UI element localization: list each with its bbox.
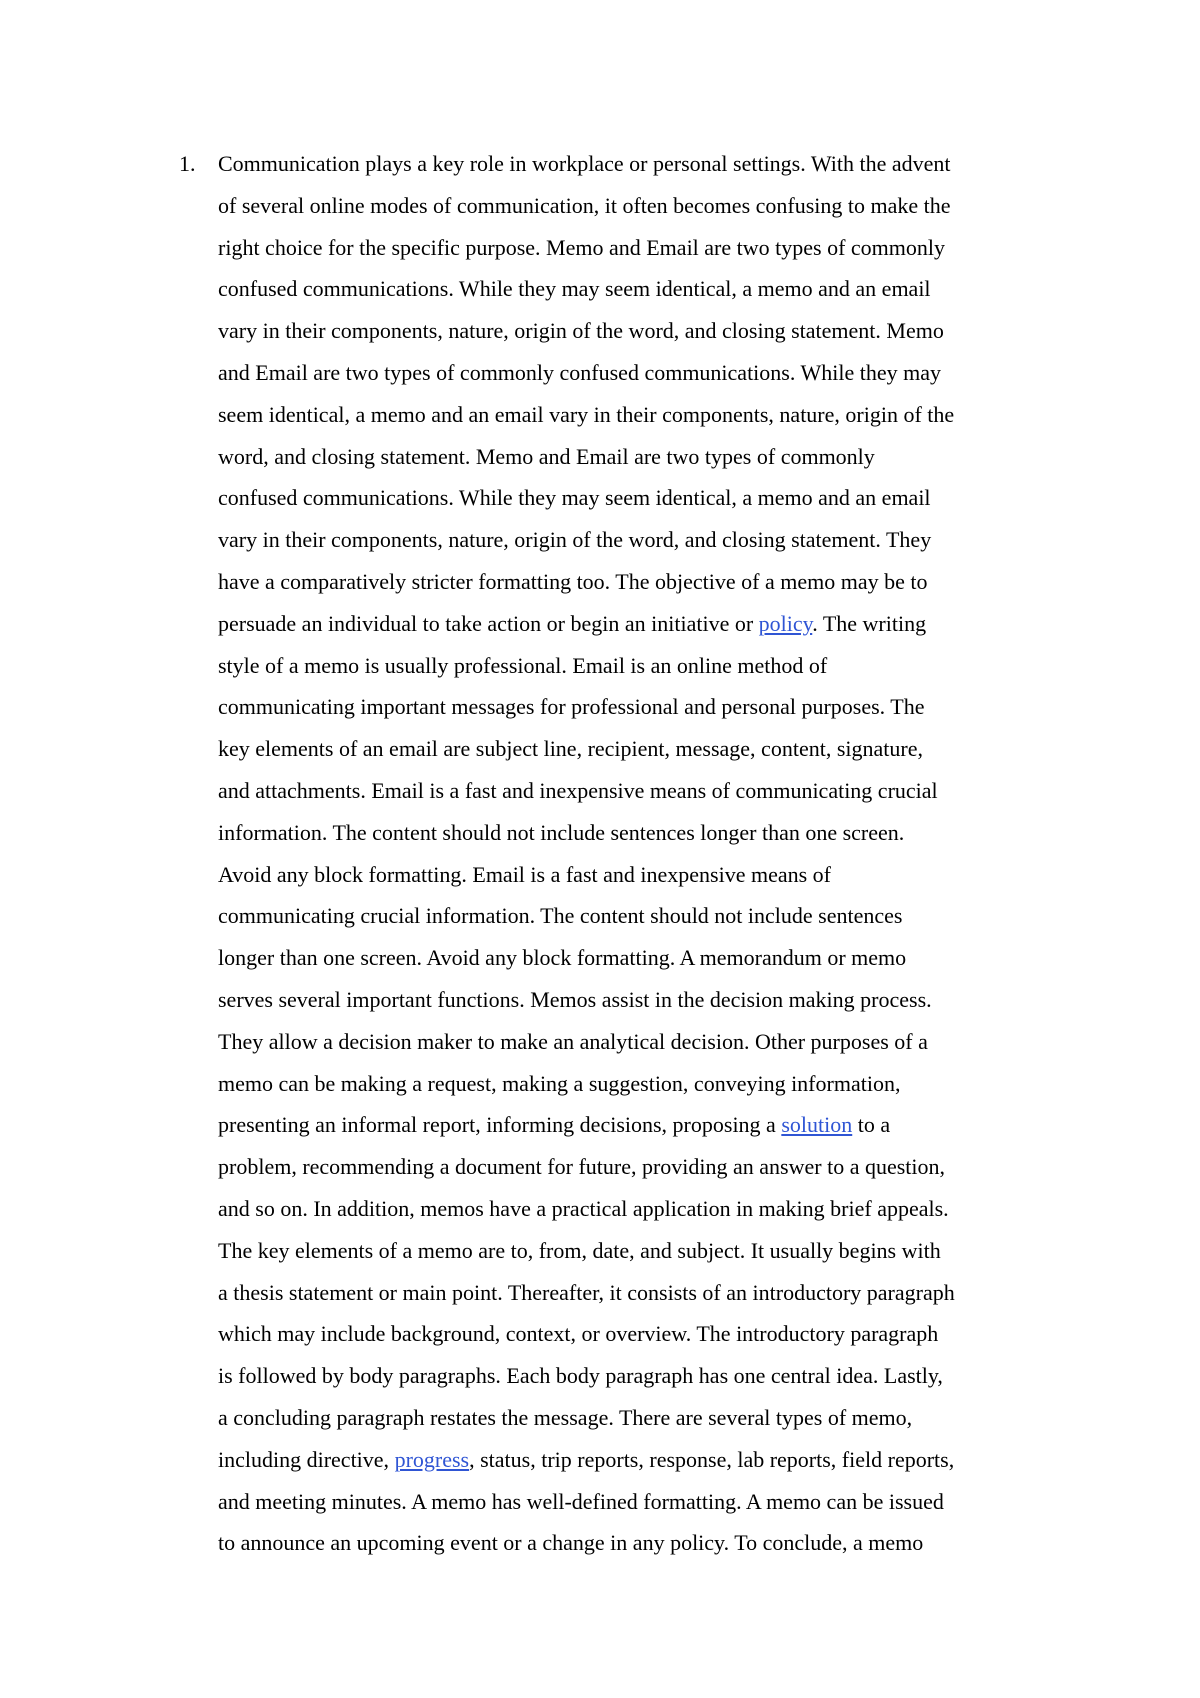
text-segment: Communication plays a key role in workplace or personal settings. With the advent: [218, 151, 951, 176]
text-segment: to a: [852, 1112, 891, 1138]
hyperlink-progress[interactable]: progress: [394, 1446, 470, 1472]
text-segment: of several online modes of communication, it often becomes confusing to make the: [218, 192, 951, 218]
text-line: [218, 227, 1058, 269]
text-segment: confused communications. While they may seem identical, a memo and an email: [218, 485, 931, 511]
text-line: [218, 561, 1058, 603]
text-line: [218, 1104, 1058, 1146]
text-segment: serves several important functions. Memos assist in the decision making process.: [218, 986, 932, 1012]
text-line: [218, 436, 1058, 478]
list-item-text: [218, 143, 1058, 1564]
text-segment: and so on. In addition, memos have a practical application in making brief appeals.: [218, 1195, 949, 1221]
text-segment: presenting an informal report, informing decisions, proposing a: [218, 1112, 782, 1138]
text-segment: vary in their components, nature, origin of the word, and closing statement. They: [218, 527, 932, 553]
text-line: [218, 477, 1058, 519]
text-line: [218, 686, 1058, 728]
text-segment: vary in their components, nature, origin of the word, and closing statement. Memo: [218, 318, 944, 344]
text-segment: information. The content should not include sentences longer than one screen.: [218, 819, 905, 845]
text-segment: and attachments. Email is a fast and inexpensive means of communicating crucial: [218, 777, 938, 803]
text-line: [218, 1188, 1058, 1230]
text-line: [218, 812, 1058, 854]
text-line: [218, 1063, 1058, 1105]
text-line: [218, 895, 1058, 937]
text-line: [218, 1146, 1058, 1188]
text-line: [218, 937, 1058, 979]
text-line: [218, 1272, 1058, 1314]
text-segment: communicating crucial information. The content should not include sentences: [218, 903, 903, 929]
text-line: [218, 1230, 1058, 1272]
text-segment: memo can be making a request, making a suggestion, conveying information,: [218, 1070, 901, 1096]
hyperlink-solution[interactable]: solution: [781, 1112, 853, 1138]
text-segment: key elements of an email are subject line, recipient, message, content, signature,: [218, 736, 923, 762]
text-segment: Avoid any block formatting. Email is a fast and inexpensive means of: [218, 861, 831, 887]
text-segment: which may include background, context, or overview. The introductory paragraph: [218, 1321, 939, 1347]
text-segment: a concluding paragraph restates the message. There are several types of memo,: [218, 1404, 913, 1430]
text-line: [218, 268, 1058, 310]
text-segment: a thesis statement or main point. Thereafter, it consists of an introductory paragraph: [218, 1279, 955, 1305]
text-segment: The key elements of a memo are to, from, date, and subject. It usually begins with: [218, 1237, 941, 1263]
text-segment: word, and closing statement. Memo and Email are two types of commonly: [218, 443, 875, 469]
text-line: [218, 854, 1058, 896]
text-segment: and Email are two types of commonly confused communications. While they may: [218, 359, 941, 385]
text-segment: have a comparatively stricter formatting too. The objective of a memo may be to: [218, 568, 928, 594]
text-line: [218, 352, 1058, 394]
text-segment: style of a memo is usually professional. Email is an online method of: [218, 652, 828, 678]
text-line: [218, 1021, 1058, 1063]
text-segment: right choice for the specific purpose. Memo and Email are two types of commonly: [218, 234, 946, 260]
text-segment: including directive,: [218, 1446, 395, 1472]
text-segment: is followed by body paragraphs. Each body paragraph has one central idea. Lastly,: [218, 1363, 943, 1389]
list-item-number: 1.: [179, 151, 196, 176]
text-line: [218, 728, 1058, 770]
text-line: [218, 394, 1058, 436]
text-line: [218, 1439, 1058, 1481]
text-line: [218, 1481, 1058, 1523]
text-segment: longer than one screen. Avoid any block formatting. A memorandum or memo: [218, 945, 907, 971]
text-line: [218, 519, 1058, 561]
text-line: [218, 185, 1058, 227]
text-segment: communicating important messages for professional and personal purposes. The: [218, 694, 925, 720]
text-line: [218, 603, 1058, 645]
hyperlink-policy[interactable]: policy: [758, 610, 813, 636]
text-line: [218, 979, 1058, 1021]
text-line: [218, 1522, 1058, 1564]
text-line: [218, 1313, 1058, 1355]
text-segment: seem identical, a memo and an email vary in their components, nature, origin of the: [218, 401, 955, 427]
text-line: [218, 310, 1058, 352]
text-line: [218, 1397, 1058, 1439]
text-segment: confused communications. While they may seem identical, a memo and an email: [218, 276, 931, 302]
text-segment: to announce an upcoming event or a change in any policy. To conclude, a memo: [218, 1530, 924, 1556]
text-line: [218, 770, 1058, 812]
text-segment: , status, trip reports, response, lab reports, field reports,: [469, 1446, 955, 1472]
text-segment: . The writing: [812, 610, 927, 636]
text-line: [218, 1355, 1058, 1397]
text-line: [218, 143, 1058, 185]
text-segment: persuade an individual to take action or begin an initiative or: [218, 610, 759, 636]
text-segment: problem, recommending a document for future, providing an answer to a question,: [218, 1154, 946, 1180]
text-segment: and meeting minutes. A memo has well-defined formatting. A memo can be issued: [218, 1488, 944, 1514]
text-segment: They allow a decision maker to make an analytical decision. Other purposes of a: [218, 1028, 928, 1054]
text-line: [218, 645, 1058, 687]
